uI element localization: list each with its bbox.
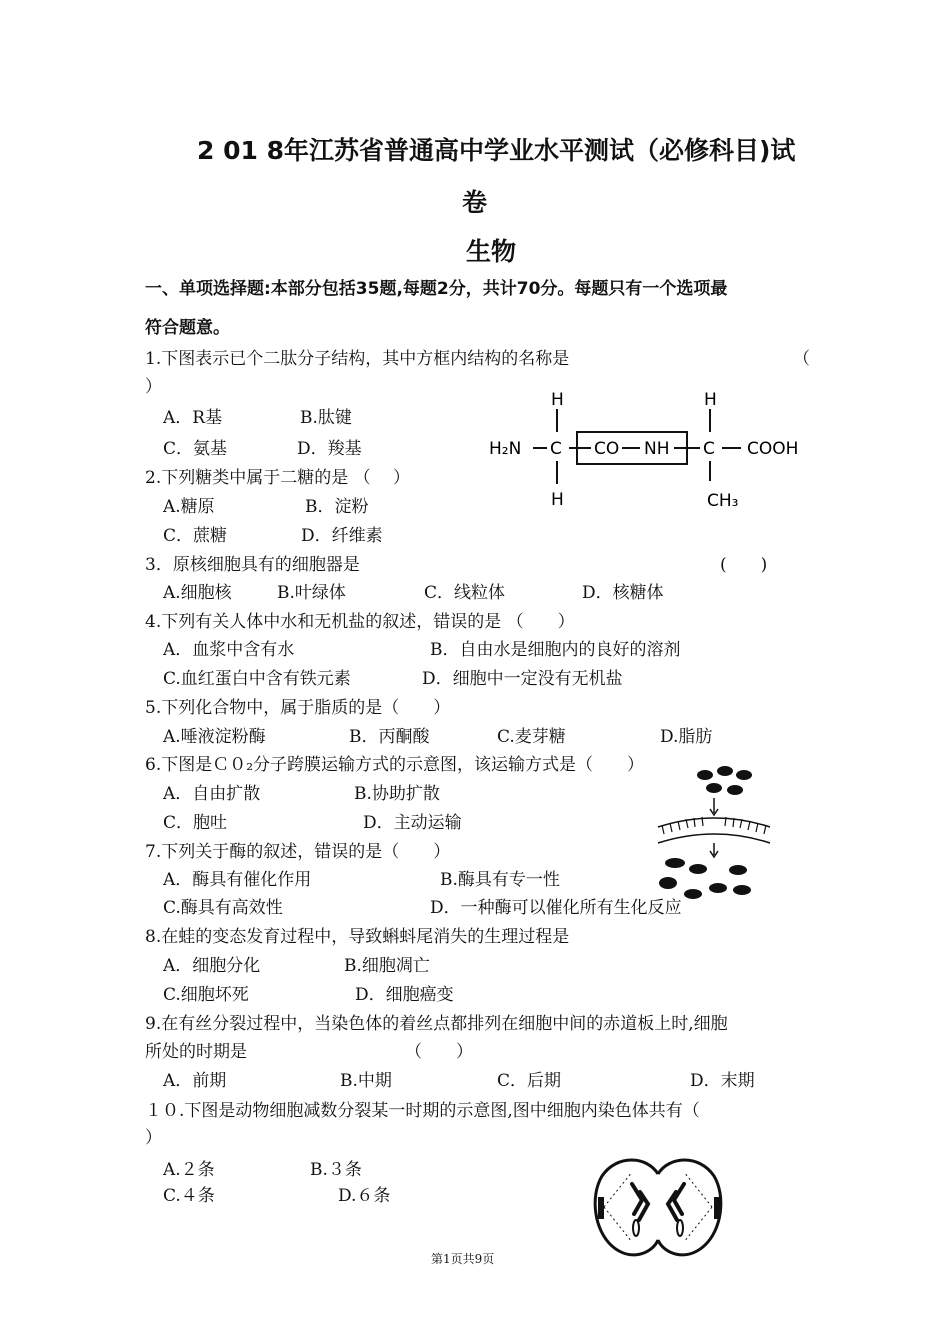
question-5-stem: 5.下列化合物中，属于脂质的是（ ） (145, 698, 451, 718)
question-2-option-b: B．淀粉 (305, 497, 369, 517)
section-heading: 一、单项选择题:本部分包括35题,每题2分，共计70分。每题只有一个选项最 (145, 279, 728, 299)
h-bottom: H (551, 490, 564, 510)
membrane-transport-figure (650, 765, 775, 900)
alpha-carbon-right: C (703, 439, 715, 459)
question-1-stem: 1.下图表示已个二肽分子结构，其中方框内结构的名称是 (145, 349, 570, 369)
question-10-option-b: B.３条 (310, 1160, 362, 1180)
question-9-option-c: C．后期 (497, 1071, 562, 1091)
question-6-option-b: B.协助扩散 (354, 784, 440, 804)
question-10-option-a: A.２条 (163, 1160, 215, 1180)
question-5-option-c: C.麦芽糖 (497, 727, 566, 747)
question-9-option-d: D．末期 (690, 1071, 755, 1091)
question-8-option-d: D．细胞癌变 (355, 985, 454, 1005)
question-1-option-d: D．羧基 (297, 439, 362, 459)
carboxyl-group: COOH (747, 439, 799, 459)
amino-group: H₂N (489, 439, 522, 459)
question-10-stem: １０.下图是动物细胞减数分裂某一时期的示意图,图中细胞内染色体共有（ (145, 1101, 700, 1121)
nh-group: NH (644, 439, 670, 459)
question-2-option-a: A.糖原 (163, 497, 215, 517)
question-8-option-b: B.细胞凋亡 (344, 956, 430, 976)
question-3-option-c: C．线粒体 (424, 583, 506, 603)
dipeptide-figure (485, 385, 815, 520)
page-number: 第1页共9页 (431, 1252, 495, 1266)
question-2-stem: 2.下列糖类中属于二糖的是 （ ） (145, 468, 411, 488)
question-1-option-c: C．氨基 (163, 439, 228, 459)
methyl-group: CH₃ (707, 491, 739, 511)
question-9-option-a: A．前期 (163, 1071, 227, 1091)
question-8-option-a: A．细胞分化 (163, 956, 261, 976)
question-10-stem-cont: ） (145, 1128, 162, 1148)
page-title-cont: 卷 (462, 188, 488, 217)
question-1-option-a: A．R基 (163, 408, 223, 428)
question-3-option-b: B.叶绿体 (277, 583, 346, 603)
question-7-option-a: A．酶具有催化作用 (163, 870, 312, 890)
question-1-paren-close: ） (145, 377, 162, 397)
question-4-option-d: D．细胞中一定没有无机盐 (422, 669, 623, 689)
question-3-stem: 3．原核细胞具有的细胞器是 (145, 555, 360, 575)
question-1-paren: （ (793, 349, 810, 369)
question-7-option-c: C.酶具有高效性 (163, 898, 283, 918)
question-10-option-c: C.４条 (163, 1186, 215, 1206)
question-6-option-c: C．胞吐 (163, 813, 228, 833)
alpha-carbon-left: C (550, 439, 562, 459)
question-6-option-d: D．主动运输 (363, 813, 462, 833)
question-3-option-a: A.细胞核 (163, 583, 232, 603)
question-9-option-b: B.中期 (340, 1071, 392, 1091)
page-title: 2 01 8年江苏省普通高中学业水平测试（必修科目)试 (197, 136, 796, 165)
question-2-option-c: C．蔗糖 (163, 526, 228, 546)
question-3-paren: ( ) (720, 555, 768, 575)
question-9-paren: （ ） (405, 1042, 473, 1062)
question-7-option-d: D．一种酶可以催化所有生化反应 (430, 898, 682, 918)
meiosis-cell-figure (592, 1152, 727, 1262)
question-7-stem: 7.下列关于酶的叙述，错误的是（ ） (145, 842, 451, 862)
question-1-option-b: B.肽键 (300, 408, 352, 428)
co-group: CO (594, 439, 620, 459)
question-5-option-b: B．丙酮酸 (349, 727, 430, 747)
question-4-option-a: A．血浆中含有水 (163, 640, 295, 660)
subject-title: 生物 (466, 237, 517, 266)
question-7-option-b: B.酶具有专一性 (440, 870, 560, 890)
h-top-right: H (704, 390, 717, 410)
question-10-option-d: D.６条 (338, 1186, 391, 1206)
question-6-option-a: A．自由扩散 (163, 784, 261, 804)
question-3-option-d: D．核糖体 (582, 583, 664, 603)
question-8-stem: 8.在蛙的变态发育过程中，导致蝌蚪尾消失的生理过程是 (145, 927, 570, 947)
question-9-stem: 9.在有丝分裂过程中，当染色体的着丝点都排列在细胞中间的赤道板上时,细胞 (145, 1014, 728, 1034)
question-2-option-d: D．纤维素 (301, 526, 383, 546)
section-heading-cont: 符合题意。 (145, 318, 230, 338)
h-top-left: H (551, 390, 564, 410)
question-4-option-c: C.血红蛋白中含有铁元素 (163, 669, 351, 689)
question-6-stem: 6.下图是Ｃ０₂分子跨膜运输方式的示意图，该运输方式是（ ） (145, 755, 645, 775)
question-8-option-c: C.细胞坏死 (163, 985, 249, 1005)
question-4-stem: 4.下列有关人体中水和无机盐的叙述，错误的是 （ ） (145, 612, 575, 632)
question-5-option-a: A.唾液淀粉酶 (163, 727, 266, 747)
question-5-option-d: D.脂肪 (660, 727, 713, 747)
question-9-stem-cont: 所处的时期是 (145, 1042, 247, 1062)
question-4-option-b: B．自由水是细胞内的良好的溶剂 (430, 640, 681, 660)
